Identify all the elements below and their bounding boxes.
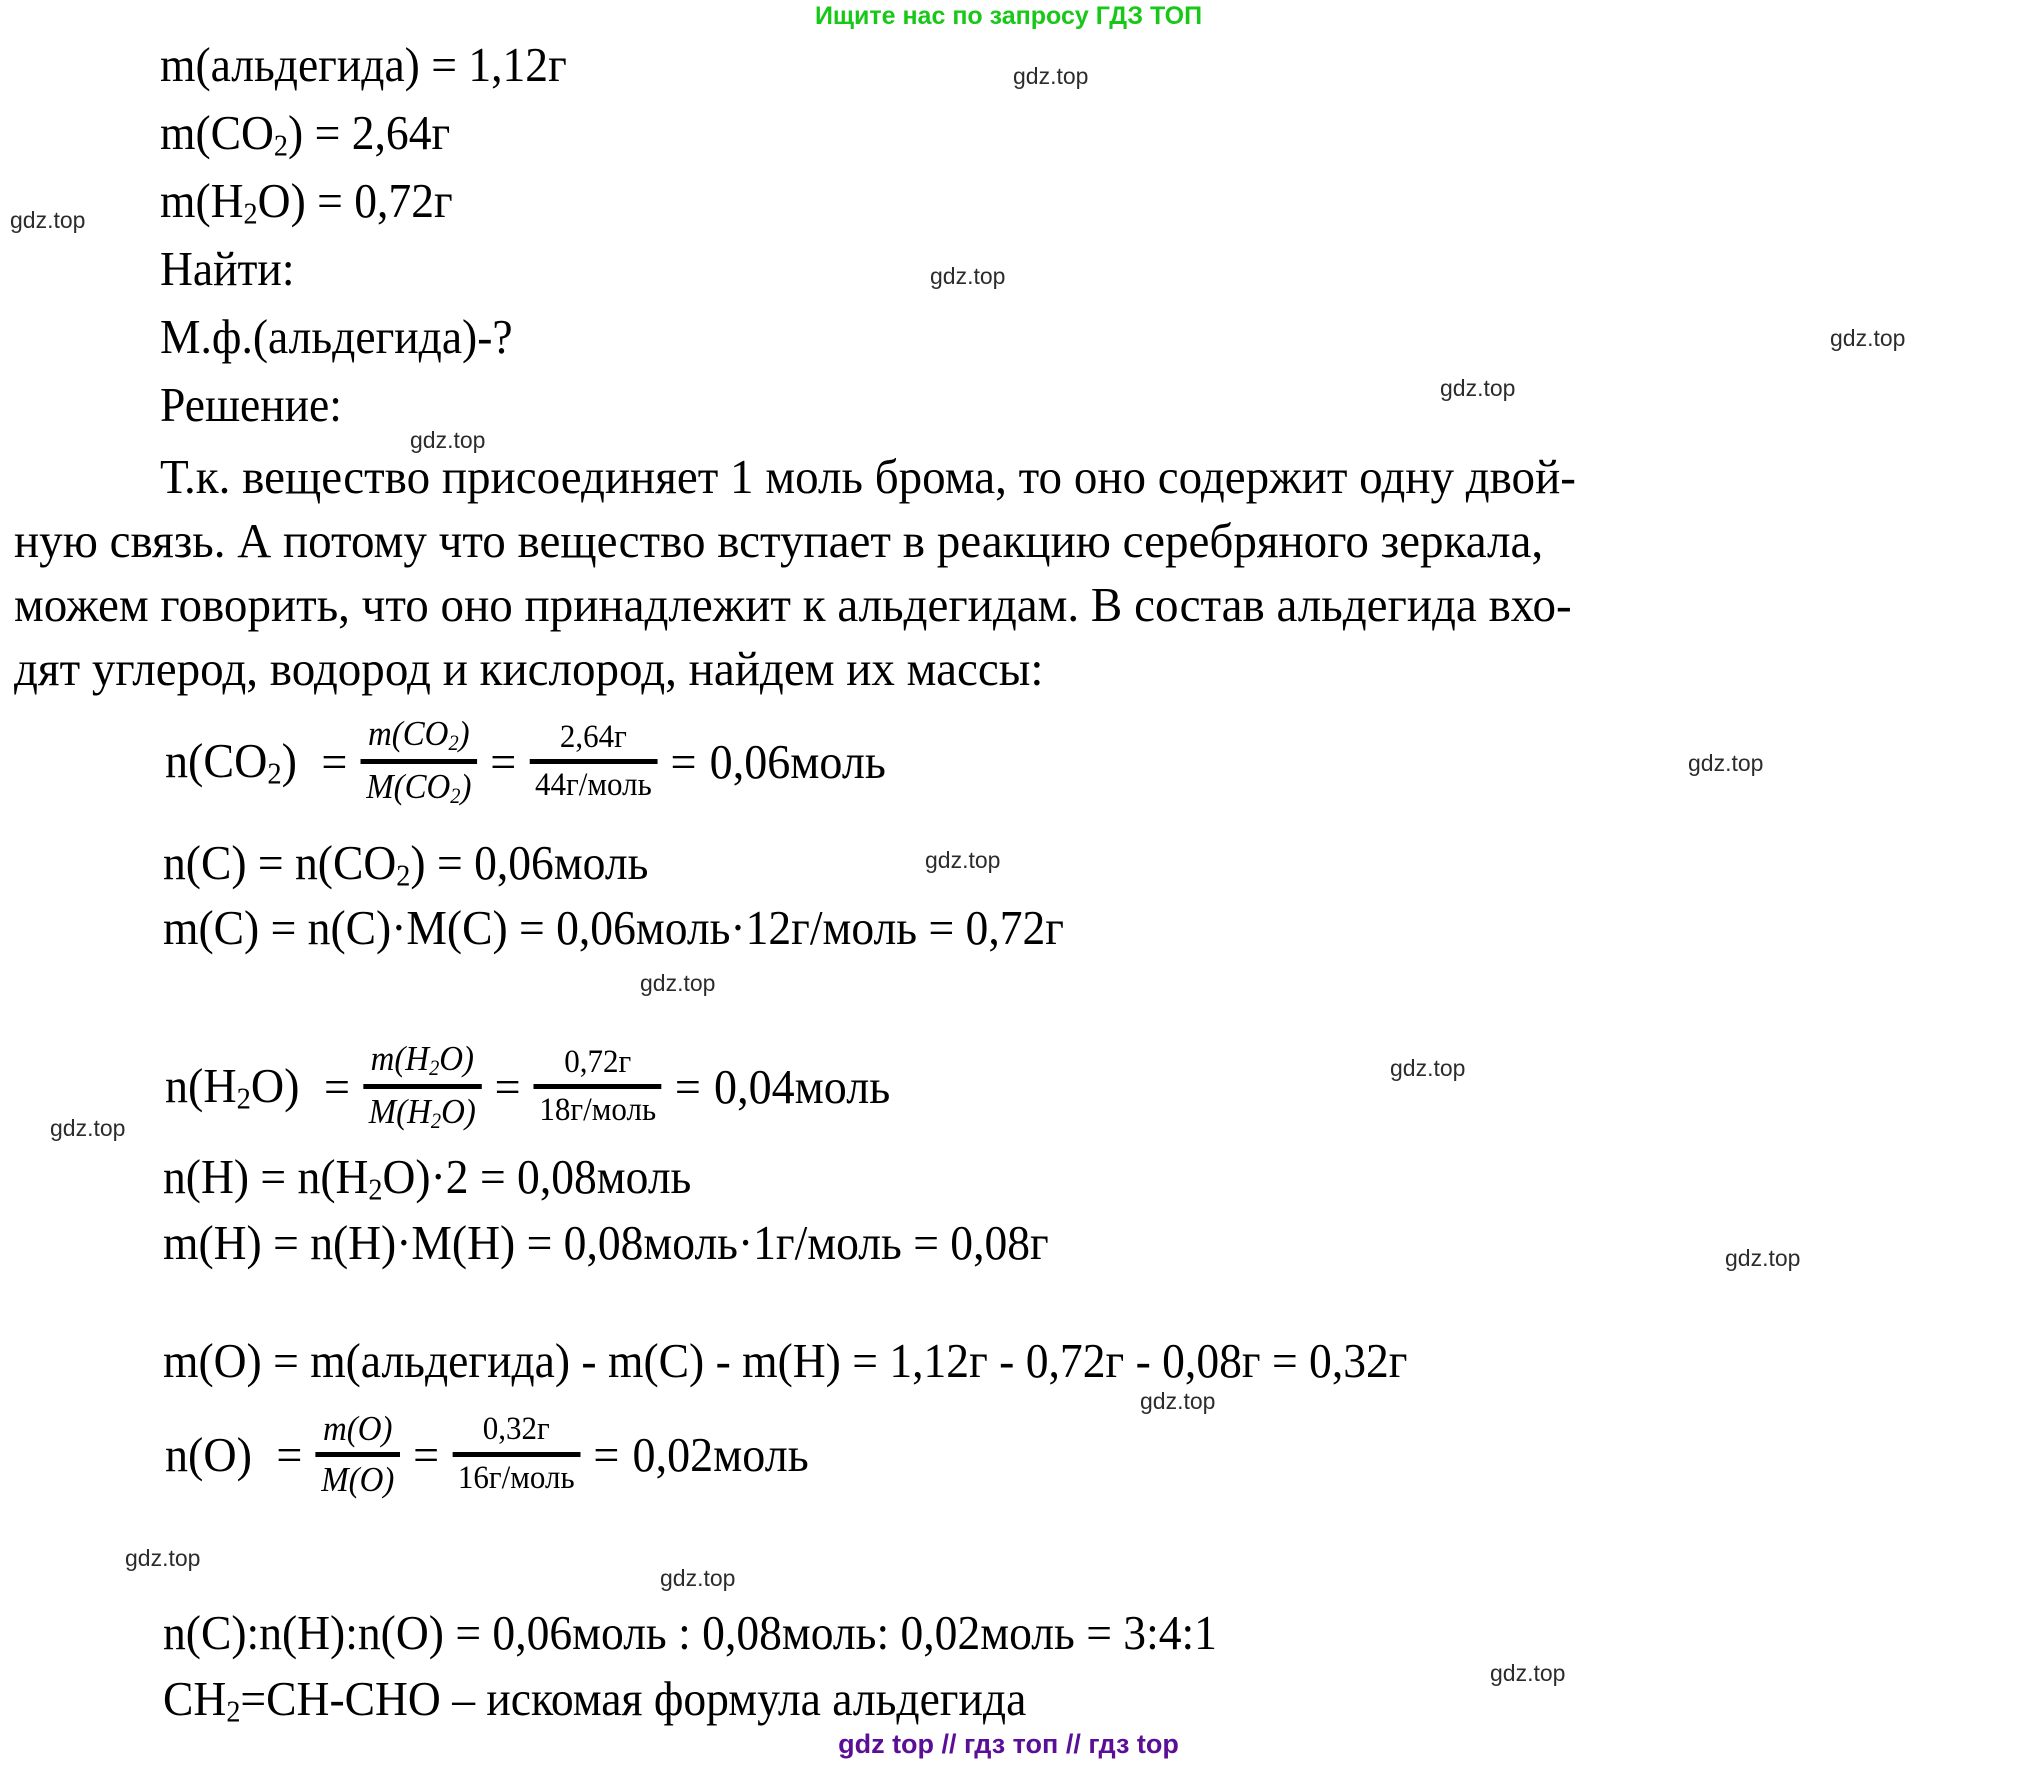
step-n-h2o-lead: $n(H_2O)$: [165, 1057, 300, 1116]
fraction-denominator: 16г/моль: [457, 1459, 575, 1496]
fraction-denominator: $M(H_2O)$: [368, 1092, 476, 1133]
fraction-m-over-M-o: [316, 1410, 400, 1499]
fraction-numerator: $m(CO_2)$: [368, 714, 470, 755]
step-n-h2o: [165, 1040, 890, 1133]
given-co2-label-post: ): [288, 105, 304, 160]
equals-sign: =: [674, 1059, 701, 1115]
step-mole-ratio: n(C):n(H):n(O) = 0,06моль : 0,08моль: 0,02моль = 3:4:1: [163, 1605, 1217, 1660]
given-h2o-label-post: O): [257, 173, 306, 228]
given-co2-mass: $m(CO_2) = 2,64г$: [160, 105, 451, 163]
given-aldehyde-mass-text: m(альдегида) = 1,12г: [160, 37, 567, 92]
fraction-numerator: 0,32г: [482, 1411, 550, 1448]
step-n-o-lead: n(O): [165, 1426, 252, 1482]
watermark-gdz-top: gdz.top: [125, 1545, 201, 1571]
equals-sign: =: [494, 1059, 521, 1115]
given-co2-value: 2,64г: [351, 105, 451, 160]
given-h2o-value: 0,72г: [354, 173, 453, 228]
watermark-gdz-top: gdz.top: [50, 1115, 126, 1141]
fraction-numeric-h2o: [534, 1045, 662, 1129]
step-n-h: $n(H) = n(H_2O)\cdot 2$ = 0,08моль: [163, 1149, 692, 1207]
explanation-line-2: ную связь. А потому что вещество вступает в реакцию серебряного зеркала,: [14, 513, 1544, 568]
answer-formula: $CH_2=CH$-CHO – искомая формула альдегида: [163, 1671, 1027, 1729]
fraction-numerator: 2,64г: [559, 718, 627, 755]
find-label: Найти:: [160, 241, 295, 296]
explanation-line-3: можем говорить, что оно принадлежит к альдегидам. В состав альдегида вхо-: [14, 577, 1572, 632]
equals-sign: =: [321, 734, 348, 790]
watermark-gdz-top: gdz.top: [1725, 1245, 1801, 1271]
watermark-gdz-top: gdz.top: [640, 970, 716, 996]
step-n-co2-result: 0,06моль: [709, 734, 886, 790]
watermark-gdz-top: gdz.top: [1688, 750, 1764, 776]
step-m-o: m(O) = m(альдегида) - m(C) - m(H) = 1,12г - 0,72г - 0,08г = 0,32г: [163, 1333, 1408, 1388]
step-n-o-result: 0,02моль: [632, 1426, 809, 1482]
fraction-numerator: m(O): [323, 1409, 393, 1448]
fraction-bar: [534, 1084, 662, 1089]
watermark-gdz-top: gdz.top: [10, 207, 86, 233]
equals-sign: =: [593, 1426, 620, 1482]
equals-sign: =: [413, 1426, 440, 1482]
fraction-bar: [529, 759, 657, 764]
solution-label: Решение:: [160, 377, 342, 432]
promo-footer-banner: gdz top // гдз топ // гдз top: [838, 1729, 1179, 1759]
fraction-denominator: $M(CO_2)$: [366, 767, 472, 808]
step-m-h: m(H) = n(H)·M(H) = 0,08моль·1г/моль = 0,08г: [163, 1215, 1049, 1270]
step-n-c: $n(C) = n(CO_2)$ = 0,06моль: [163, 835, 649, 893]
fraction-m-over-M-h2o: [363, 1040, 481, 1133]
watermark-gdz-top: gdz.top: [1013, 63, 1089, 89]
step-n-h2o-result: 0,04моль: [714, 1059, 891, 1115]
watermark-gdz-top: gdz.top: [930, 263, 1006, 289]
given-h2o-mass: $m(H_2O) = 0,72г$: [160, 173, 453, 231]
fraction-denominator: 44г/моль: [535, 767, 652, 804]
step-n-co2: [165, 715, 886, 808]
equals-sign: =: [490, 734, 517, 790]
explanation-line-4: дят углерод, водород и кислород, найдем их массы:: [14, 641, 1044, 696]
fraction-bar: [452, 1452, 580, 1457]
fraction-bar: [363, 1084, 481, 1089]
watermark-gdz-top: gdz.top: [1140, 1388, 1216, 1414]
fraction-numerator: 0,72г: [564, 1043, 632, 1080]
given-aldehyde-mass: [160, 37, 567, 92]
fraction-numeric-co2: [529, 720, 657, 804]
watermark-gdz-top: gdz.top: [660, 1565, 736, 1591]
equals-sign: =: [323, 1059, 350, 1115]
watermark-gdz-top: gdz.top: [410, 427, 486, 453]
equals-sign: =: [670, 734, 697, 790]
explanation-line-1: Т.к. вещество присоединяет 1 моль брома, то оно содержит одну двой-: [160, 449, 1576, 504]
equals-sign: =: [276, 1426, 303, 1482]
promo-header-banner: Ищите нас по запросу ГДЗ ТОП: [814, 2, 1203, 30]
step-n-o: [165, 1410, 809, 1499]
fraction-numeric-o: [452, 1412, 580, 1496]
watermark-gdz-top: gdz.top: [925, 847, 1001, 873]
fraction-denominator: M(O): [321, 1459, 395, 1499]
given-co2-subscript: 2: [273, 128, 289, 163]
watermark-gdz-top: gdz.top: [1830, 325, 1906, 351]
fraction-m-over-M-co2: [361, 715, 478, 808]
fraction-numerator: $m(H_2O)$: [370, 1039, 474, 1080]
step-m-c: m(C) = n(C)·M(C) = 0,06моль·12г/моль = 0,72г: [163, 900, 1064, 955]
step-n-co2-lead: $n(CO_2)$: [165, 732, 297, 791]
fraction-denominator: 18г/моль: [539, 1092, 657, 1129]
given-h2o-label-pre: m(H: [160, 173, 244, 228]
find-target: М.ф.(альдегида)-?: [160, 309, 513, 364]
watermark-gdz-top: gdz.top: [1490, 1660, 1566, 1686]
watermark-gdz-top: gdz.top: [1440, 375, 1516, 401]
fraction-bar: [361, 759, 478, 764]
given-co2-label-pre: m(CO: [160, 105, 274, 160]
fraction-bar: [316, 1452, 400, 1457]
given-h2o-subscript: 2: [243, 196, 258, 231]
watermark-gdz-top: gdz.top: [1390, 1055, 1466, 1081]
